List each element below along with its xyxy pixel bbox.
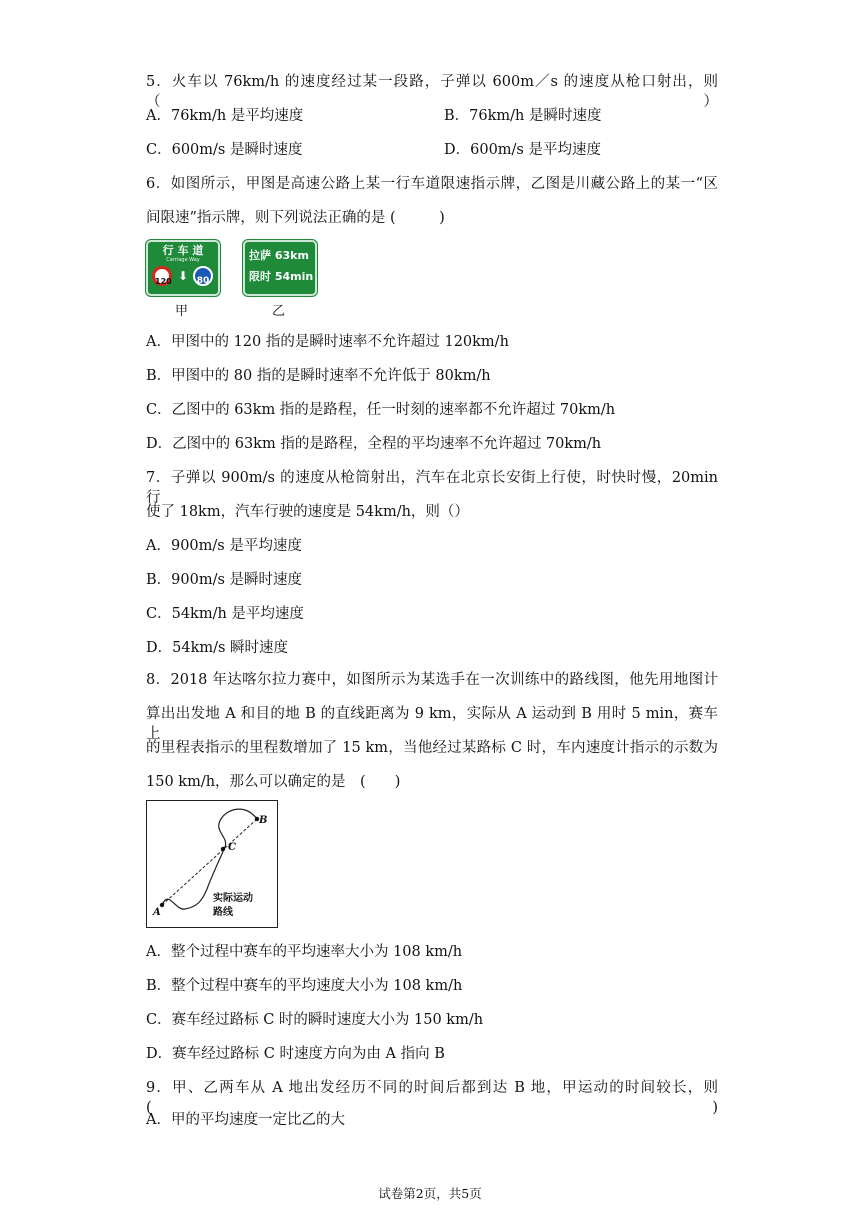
- q5-option-d: D．600m/s 是平均速度: [444, 142, 601, 158]
- q5-option-c: C．600m/s 是瞬时速度: [146, 142, 303, 158]
- q7-option-c: C．54km/h 是平均速度: [146, 606, 304, 622]
- sign-yi: [243, 240, 317, 296]
- path-label-line1: 实际运动: [213, 893, 253, 904]
- route-diagram: [146, 800, 278, 928]
- sign-jia: [146, 240, 220, 296]
- sign-jia-title: 行 车 道: [162, 244, 204, 257]
- q8-stem-line1: 8．2018 年达喀尔拉力赛中，如图所示为某选手在一次训练中的路线图，他先用地图计: [146, 672, 718, 688]
- q7-option-b: B．900m/s 是瞬时速度: [146, 572, 303, 588]
- speed-limit-min-value: 80: [196, 276, 210, 286]
- sign-yi-line2: 限时 54min: [249, 270, 314, 283]
- q8-option-d: D．赛车经过路标 C 时速度方向为由 A 指向 B: [146, 1046, 445, 1062]
- q6-stem-line1: 6．如图所示，甲图是高速公路上某一行车道限速指示牌，乙图是川藏公路上的某一“区: [146, 176, 718, 192]
- q8-option-c: C．赛车经过路标 C 时的瞬时速度大小为 150 km/h: [146, 1012, 484, 1028]
- label-c: C: [228, 842, 236, 853]
- speed-limit-max-value: 120: [155, 277, 172, 286]
- q6-stem-line2: 间限速”指示牌，则下列说法正确的是 ( ): [146, 210, 445, 226]
- q5-option-b: B．76km/h 是瞬时速度: [444, 108, 602, 124]
- q6-option-b: B．甲图中的 80 指的是瞬时速率不允许低于 80km/h: [146, 368, 491, 384]
- sign-jia-subtitle: Carriage Way: [166, 257, 200, 263]
- lane-arrow-icon: ⬇: [177, 269, 189, 283]
- label-b: B: [259, 815, 268, 826]
- q8-option-b: B．整个过程中赛车的平均速度大小为 108 km/h: [146, 978, 463, 994]
- sign-jia-caption: 甲: [175, 304, 189, 319]
- q5-stem: 5．火车以 76km/h 的速度经过某一段路，子弹以 600m／s 的速度从枪口射出，则（ ）: [146, 74, 718, 110]
- q8-stem-line4: 150 km/h，那么可以确定的是 ( ): [146, 774, 401, 790]
- q8-option-a: A．整个过程中赛车的平均速率大小为 108 km/h: [146, 944, 463, 960]
- sign-yi-caption: 乙: [272, 304, 286, 319]
- q7-stem-line1: 7．子弹以 900m/s 的速度从枪筒射出，汽车在北京长安街上行使，时快时慢，20min 行: [146, 470, 718, 506]
- sign-yi-line1: 拉萨 63km: [249, 249, 309, 262]
- route-diagram-svg: [147, 801, 277, 927]
- q9-stem: 9．甲、乙两车从 A 地出发经历不同的时间后都到达 B 地，甲运动的时间较长，则( ): [146, 1080, 718, 1116]
- point-c: [221, 847, 225, 851]
- page-footer: 试卷第2页，共5页: [378, 1186, 482, 1201]
- label-a: A: [153, 907, 161, 918]
- q7-option-a: A．900m/s 是平均速度: [146, 538, 302, 554]
- speed-limit-min-badge: [193, 266, 213, 286]
- q7-stem-line2: 使了 18km，汽车行驶的速度是 54km/h，则（）: [146, 504, 469, 520]
- q8-stem-line3: 的里程表指示的里程数增加了 15 km，当他经过某路标 C 时，车内速度计指示的示数为: [146, 740, 718, 756]
- q6-option-d: D．乙图中的 63km 指的是路程，全程的平均速率不允许超过 70km/h: [146, 436, 602, 452]
- q9-option-a: A．甲的平均速度一定比乙的大: [146, 1112, 345, 1128]
- path-label-line2: 路线: [213, 907, 233, 918]
- q6-option-c: C．乙图中的 63km 指的是路程，任一时刻的速率都不允许超过 70km/h: [146, 402, 616, 418]
- q7-option-d: D．54km/s 瞬时速度: [146, 640, 289, 656]
- speed-limit-max-badge: [152, 266, 172, 286]
- q6-option-a: A．甲图中的 120 指的是瞬时速率不允许超过 120km/h: [146, 334, 509, 350]
- q8-stem-line2: 算出出发地 A 和目的地 B 的直线距离为 9 km，实际从 A 运动到 B 用时 5 min，赛车上: [146, 706, 718, 742]
- q5-option-a: A．76km/h 是平均速度: [146, 108, 304, 124]
